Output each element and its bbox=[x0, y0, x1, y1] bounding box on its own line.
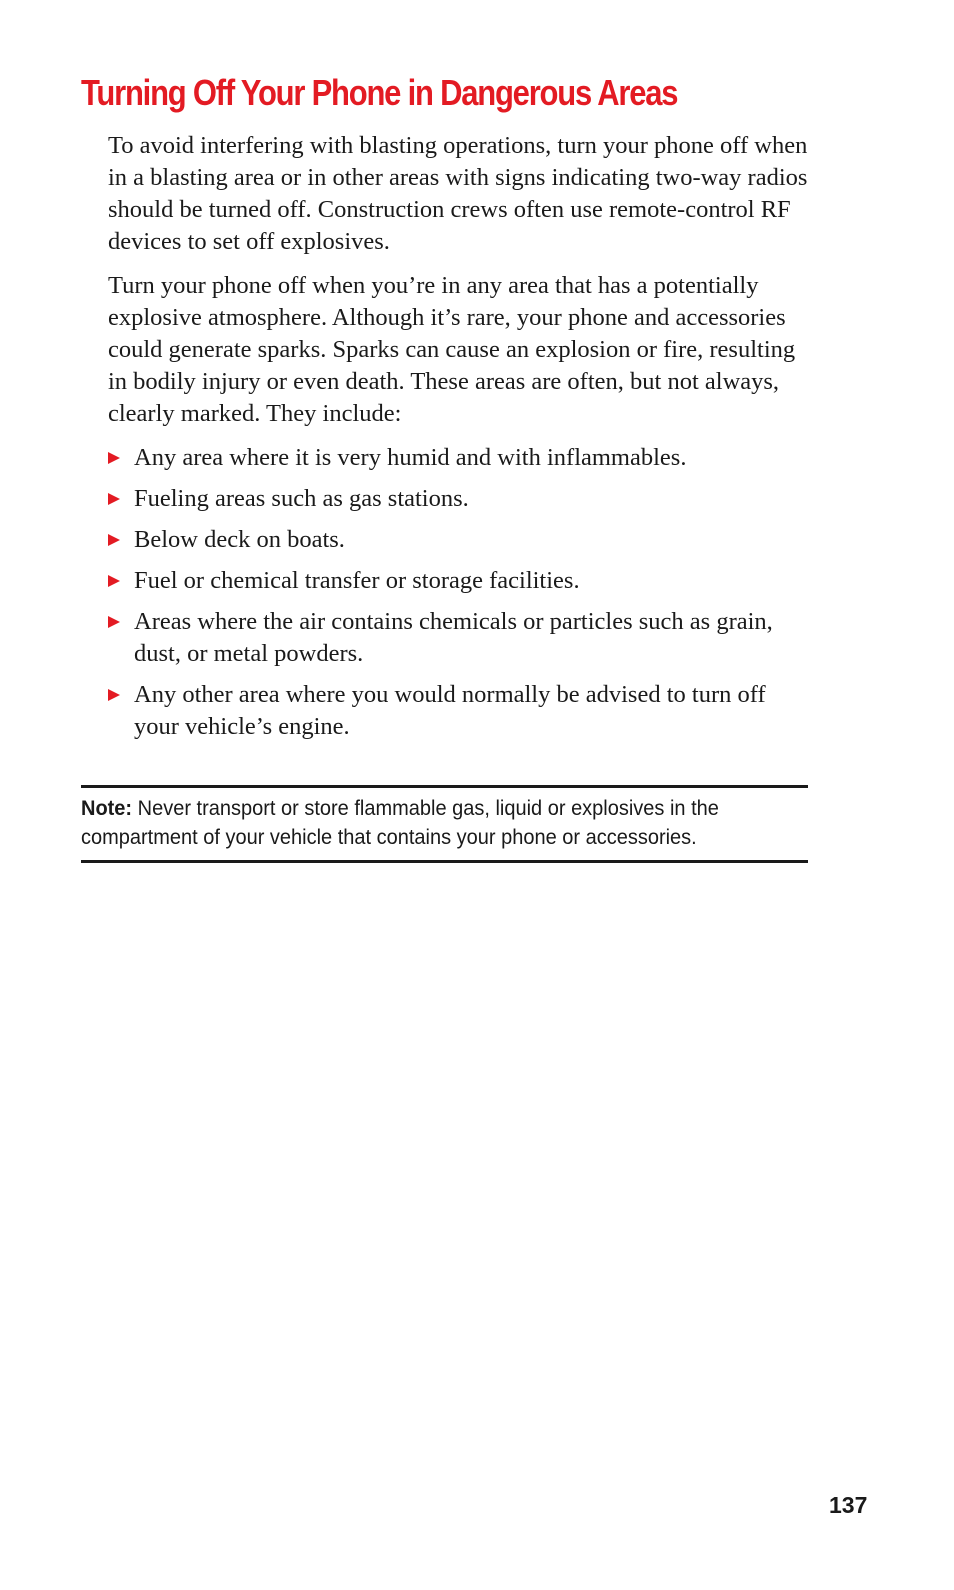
list-item-text: Fuel or chemical transfer or storage facilities. bbox=[134, 567, 580, 594]
page-title: Turning Off Your Phone in Dangerous Areas bbox=[81, 72, 678, 113]
bullet-triangle-icon bbox=[108, 534, 120, 546]
bullet-triangle-icon bbox=[108, 616, 120, 628]
list-item-text: Below deck on boats. bbox=[134, 526, 345, 553]
list-item bbox=[108, 483, 808, 515]
dangerous-areas-list bbox=[108, 442, 808, 743]
bullet-triangle-icon bbox=[108, 452, 120, 464]
list-item bbox=[108, 679, 808, 743]
note-label: Note: bbox=[81, 796, 133, 820]
list-item-text: Areas where the air contains chemicals or particles such as grain, dust, or metal powders. bbox=[134, 608, 773, 667]
list-item-text: Fueling areas such as gas stations. bbox=[134, 485, 469, 512]
list-item bbox=[108, 524, 808, 556]
bullet-triangle-icon bbox=[108, 575, 120, 587]
paragraph-explosive-atmosphere: Turn your phone off when you’re in any area that has a potentially explosive atmosphere. Although it’s rare, your phone and accessories could generate sparks. Sparks can cause an explosion or fire, resulting in bodily injury or even death. These areas are often, but not always, clearly marked. They include: bbox=[108, 272, 796, 427]
page-number: 137 bbox=[829, 1492, 868, 1518]
list-item-text: Any other area where you would normally be advised to turn off your vehicle’s engine. bbox=[134, 681, 766, 740]
note-text: Never transport or store flammable gas, liquid or explosives in the compartment of your vehicle that contains your phone or accessories. bbox=[81, 796, 719, 849]
bullet-triangle-icon bbox=[108, 689, 120, 701]
list-item bbox=[108, 606, 808, 670]
paragraph-intro: To avoid interfering with blasting operations, turn your phone off when in a blasting area or in other areas with signs indicating two-way radios should be turned off. Construction crews often use remote-control RF devices to set off explosives. bbox=[108, 132, 808, 255]
bullet-triangle-icon bbox=[108, 493, 120, 505]
body-content bbox=[108, 130, 808, 752]
list-item bbox=[108, 442, 808, 474]
note-box bbox=[81, 785, 808, 863]
list-item bbox=[108, 565, 808, 597]
list-item-text: Any area where it is very humid and with inflammables. bbox=[134, 444, 687, 471]
